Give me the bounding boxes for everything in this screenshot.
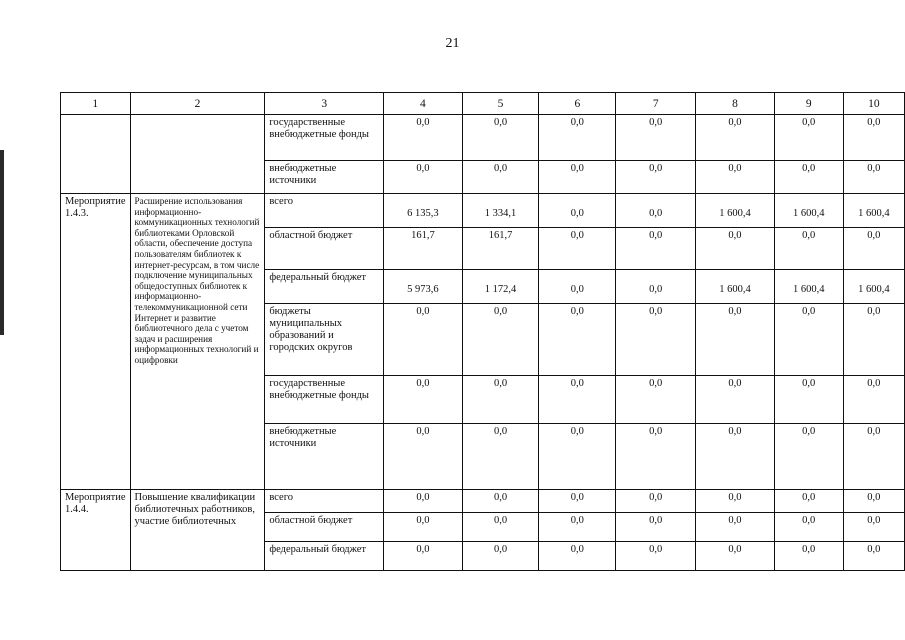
table-row <box>61 490 905 513</box>
value-cell: 0,0 <box>774 376 843 424</box>
table-row <box>61 194 905 228</box>
value-cell: 0,0 <box>384 490 463 513</box>
value-cell: 0,0 <box>696 376 775 424</box>
scan-edge-mark <box>0 150 4 335</box>
value-cell: 0,0 <box>462 513 539 542</box>
value-cell: 0,0 <box>539 542 616 571</box>
value-cell: 0,0 <box>616 270 696 304</box>
funding-source-cell: внебюджетные источники <box>265 161 384 194</box>
header-cell: 6 <box>539 93 616 115</box>
value-cell: 0,0 <box>539 304 616 376</box>
value-cell: 0,0 <box>843 513 904 542</box>
value-cell: 0,0 <box>696 542 775 571</box>
value-cell: 0,0 <box>696 161 775 194</box>
header-cell: 2 <box>130 93 265 115</box>
value-cell: 6 135,3 <box>384 194 463 228</box>
value-cell: 0,0 <box>843 424 904 490</box>
value-cell: 0,0 <box>616 424 696 490</box>
measure-id-cell: Мероприятие 1.4.3. <box>61 194 131 490</box>
measure-id-cell <box>61 115 131 194</box>
value-cell: 0,0 <box>774 228 843 270</box>
value-cell: 1 600,4 <box>843 270 904 304</box>
value-cell: 0,0 <box>462 424 539 490</box>
value-cell: 0,0 <box>696 513 775 542</box>
funding-source-cell: всего <box>265 490 384 513</box>
value-cell: 0,0 <box>616 194 696 228</box>
funding-source-cell: бюджеты муниципальных образований и городских округов <box>265 304 384 376</box>
funding-source-cell: внебюджетные источники <box>265 424 384 490</box>
value-cell: 0,0 <box>774 542 843 571</box>
header-cell: 1 <box>61 93 131 115</box>
value-cell: 0,0 <box>539 490 616 513</box>
value-cell: 0,0 <box>843 115 904 161</box>
value-cell: 0,0 <box>616 542 696 571</box>
value-cell: 0,0 <box>774 513 843 542</box>
value-cell: 0,0 <box>384 304 463 376</box>
value-cell: 0,0 <box>616 376 696 424</box>
value-cell: 0,0 <box>539 194 616 228</box>
value-cell: 1 600,4 <box>696 194 775 228</box>
funding-source-cell: всего <box>265 194 384 228</box>
value-cell: 0,0 <box>462 161 539 194</box>
measure-description-cell <box>130 115 265 194</box>
funding-source-cell: федеральный бюджет <box>265 542 384 571</box>
value-cell: 0,0 <box>384 161 463 194</box>
value-cell: 0,0 <box>616 490 696 513</box>
value-cell: 0,0 <box>616 228 696 270</box>
funding-source-cell: областной бюджет <box>265 228 384 270</box>
header-row <box>61 93 905 115</box>
header-cell: 7 <box>616 93 696 115</box>
value-cell: 0,0 <box>384 513 463 542</box>
header-cell: 10 <box>843 93 904 115</box>
value-cell: 1 334,1 <box>462 194 539 228</box>
value-cell: 0,0 <box>616 115 696 161</box>
funding-source-cell: государственные внебюджетные фонды <box>265 115 384 161</box>
measure-id-cell: Мероприятие 1.4.4. <box>61 490 131 571</box>
funding-source-cell: федеральный бюджет <box>265 270 384 304</box>
funding-source-cell: областной бюджет <box>265 513 384 542</box>
value-cell: 0,0 <box>774 304 843 376</box>
value-cell: 0,0 <box>696 304 775 376</box>
header-cell: 8 <box>696 93 775 115</box>
value-cell: 0,0 <box>384 115 463 161</box>
budget-table <box>60 92 905 571</box>
table-row <box>61 115 905 161</box>
page-number: 21 <box>445 36 460 51</box>
value-cell: 0,0 <box>616 513 696 542</box>
value-cell: 0,0 <box>462 115 539 161</box>
value-cell: 0,0 <box>539 424 616 490</box>
value-cell: 161,7 <box>462 228 539 270</box>
value-cell: 0,0 <box>843 542 904 571</box>
value-cell: 0,0 <box>384 376 463 424</box>
header-cell: 3 <box>265 93 384 115</box>
value-cell: 1 600,4 <box>843 194 904 228</box>
value-cell: 1 600,4 <box>696 270 775 304</box>
header-cell: 9 <box>774 93 843 115</box>
value-cell: 0,0 <box>539 228 616 270</box>
header-cell: 5 <box>462 93 539 115</box>
measure-description-cell: Повышение квалификации библиотечных работников, участие библиотечных <box>130 490 265 571</box>
value-cell: 1 600,4 <box>774 270 843 304</box>
value-cell: 0,0 <box>384 542 463 571</box>
value-cell: 0,0 <box>539 270 616 304</box>
value-cell: 0,0 <box>774 161 843 194</box>
value-cell: 0,0 <box>539 376 616 424</box>
value-cell: 0,0 <box>696 424 775 490</box>
value-cell: 161,7 <box>384 228 463 270</box>
measure-description-cell: Расширение использования информационно-коммуникационных технологий библиотеками Орловской области, обеспечение доступа пользователям библиотек к интернет-ресурсам, в том числе подключение муниципальных общедоступных библиотек к информационно-телекоммуникационной сети Интернет и развитие библиотечного дела с учетом задач и расширения информационных технологий и оцифровки <box>130 194 265 490</box>
value-cell: 0,0 <box>696 115 775 161</box>
value-cell: 0,0 <box>774 115 843 161</box>
value-cell: 0,0 <box>539 115 616 161</box>
value-cell: 0,0 <box>843 490 904 513</box>
value-cell: 0,0 <box>539 161 616 194</box>
value-cell: 0,0 <box>696 490 775 513</box>
value-cell: 0,0 <box>384 424 463 490</box>
funding-source-cell: государственные внебюджетные фонды <box>265 376 384 424</box>
value-cell: 0,0 <box>774 424 843 490</box>
value-cell: 0,0 <box>843 376 904 424</box>
value-cell: 0,0 <box>462 376 539 424</box>
value-cell: 0,0 <box>616 304 696 376</box>
value-cell: 1 600,4 <box>774 194 843 228</box>
value-cell: 0,0 <box>843 228 904 270</box>
value-cell: 0,0 <box>462 304 539 376</box>
value-cell: 0,0 <box>539 513 616 542</box>
value-cell: 0,0 <box>843 161 904 194</box>
value-cell: 0,0 <box>462 490 539 513</box>
value-cell: 0,0 <box>616 161 696 194</box>
value-cell: 0,0 <box>696 228 775 270</box>
value-cell: 0,0 <box>843 304 904 376</box>
value-cell: 0,0 <box>774 490 843 513</box>
header-cell: 4 <box>384 93 463 115</box>
value-cell: 5 973,6 <box>384 270 463 304</box>
value-cell: 0,0 <box>462 542 539 571</box>
value-cell: 1 172,4 <box>462 270 539 304</box>
